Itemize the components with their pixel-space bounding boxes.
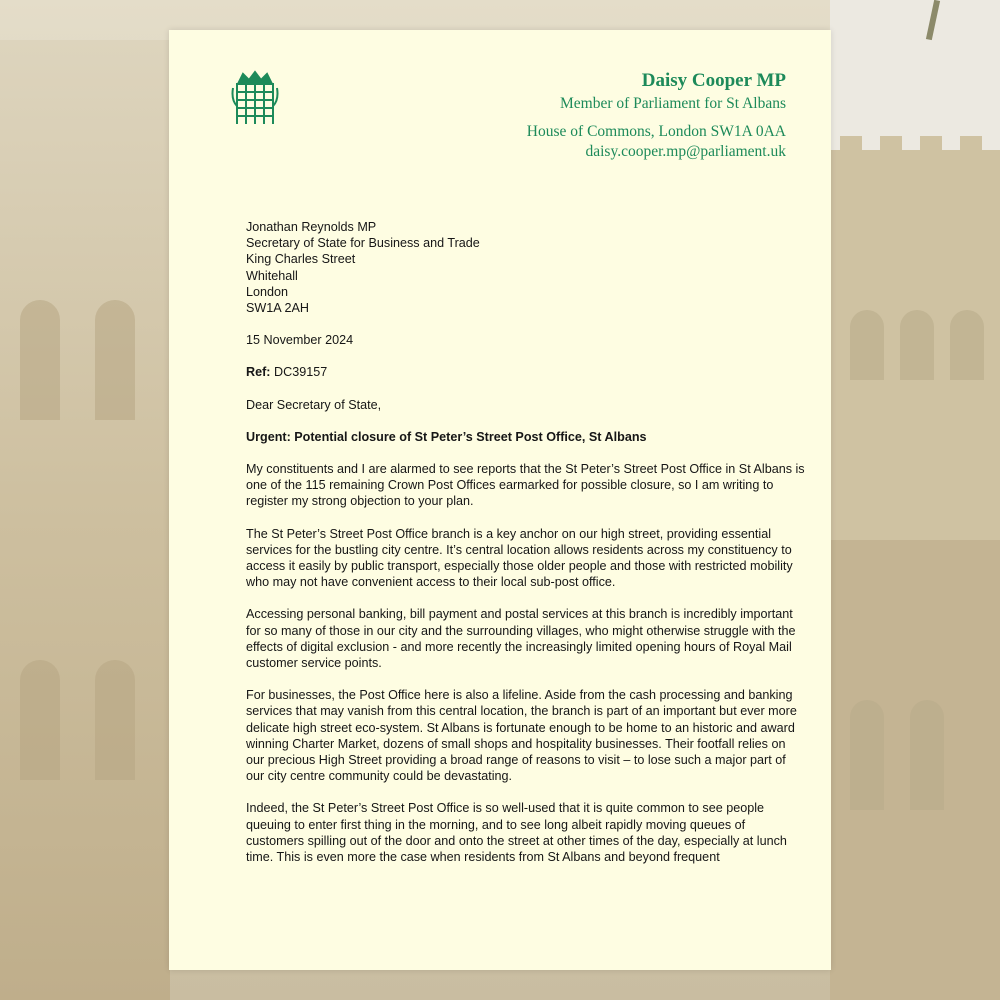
sender-address: House of Commons, London SW1A 0AA [526, 123, 786, 140]
paragraph: Accessing personal banking, bill payment and postal services at this branch is incredibly important for so many of those in our city and the surrounding villages, who might otherwise struggle with the effects of digital exclusion - and more recently the increasingly limited opening hours of Royal Mail customer service points. [246, 607, 796, 671]
subject-line: Urgent: Potential closure of St Peter’s Street Post Office, St Albans [246, 429, 647, 444]
letterhead [527, 68, 786, 162]
letter-page [169, 30, 831, 970]
portcullis-icon [231, 70, 279, 132]
sender-name: Daisy Cooper MP [641, 70, 786, 91]
recipient-address [246, 219, 806, 316]
background-building-right [830, 540, 1000, 1000]
background-tower [830, 150, 1000, 550]
paragraph: For businesses, the Post Office here is also a lifeline. Aside from the cash processing and banking services that may vanish from this central location, the branch is part of an important but ever more delicate high street eco-system. St Albans is fortunate enough to be home to an historic and award winning Charter Market, dozens of small shops and hospitality businesses. Their footfall relies on our precious High Street providing a broad range of reasons to visit – to lose such a major part of our city centre community could be devastating. [246, 688, 797, 784]
reference-value: DC39157 [274, 365, 328, 380]
paragraph: My constituents and I are alarmed to see reports that the St Peter’s Street Post Office in St Albans is one of the 115 remaining Crown Post Offices earmarked for possible closure, so I am writing to register my strong objection to your plan. [246, 462, 805, 509]
recipient-line: SW1A 2AH [246, 301, 309, 316]
recipient-line: King Charles Street [246, 252, 356, 267]
reference-label: Ref: [246, 365, 271, 380]
letter-date: 15 November 2024 [246, 333, 354, 348]
background-building-left [0, 40, 170, 1000]
recipient-line: Jonathan Reynolds MP [246, 220, 377, 234]
recipient-line: London [246, 284, 289, 299]
reference [246, 364, 806, 380]
salutation: Dear Secretary of State, [246, 397, 382, 412]
sender-role: Member of Parliament for St Albans [560, 95, 786, 112]
sender-email[interactable]: daisy.cooper.mp@parliament.uk [585, 143, 786, 160]
paragraph: The St Peter’s Street Post Office branch is a key anchor on our high street, providing essential services for the bustling city centre. It’s central location allows residents across my constituency to access it easily by public transport, especially those older people and those with restricted mobility who may not have convenient access to their local sub-post office. [246, 526, 793, 590]
letter-body [246, 219, 806, 881]
recipient-line: Whitehall [246, 268, 298, 283]
recipient-line: Secretary of State for Business and Trade [246, 236, 480, 251]
paragraph: Indeed, the St Peter’s Street Post Office is so well-used that it is quite common to see people queuing to enter first thing in the morning, and to see long albeit rapidly moving queues of customers spilling out of the door and onto the street at other times of the day, especially at lunch time. This is even more the case when residents from St Albans and beyond frequent [246, 801, 787, 865]
